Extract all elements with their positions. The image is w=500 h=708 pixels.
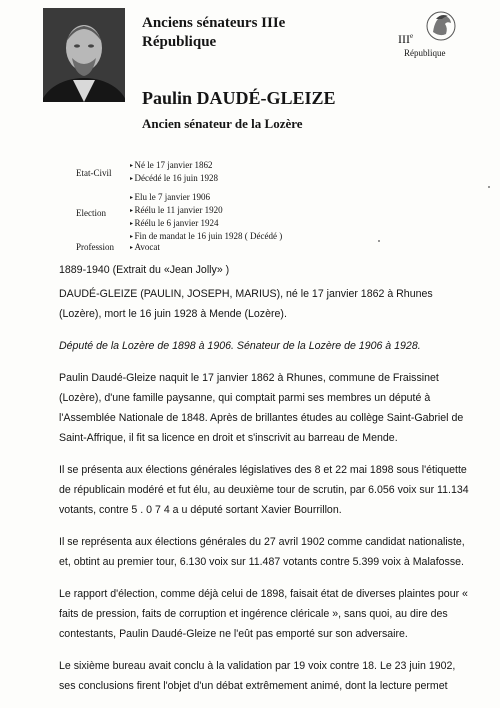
scan-speck [488, 186, 490, 188]
biography-paragraph: Le rapport d'élection, comme déjà celui de 1898, faisait état de diverses plaintes pour « faits de pression, faits de corruption et ingérence cléricale », sans quoi, au dire des contestants, Paulin Daudé-Gleize ne l'eût pas emporté sur son adversaire. [59, 588, 468, 640]
list-item: ▸ Décédé le 16 juin 1928 [130, 173, 218, 186]
biography-text [59, 260, 469, 708]
scan-speck [378, 240, 380, 242]
section-title: Anciens sénateurs IIIe [142, 15, 286, 31]
list-item: ▸ Elu le 7 janvier 1906 [130, 192, 282, 205]
senator-portrait [43, 8, 125, 102]
profession-list [130, 242, 160, 255]
list-item: ▸ Réélu le 11 janvier 1920 [130, 205, 282, 218]
biography-paragraph: Il se présenta aux élections générales législatives des 8 et 22 mai 1898 sous l'étiquette de républicain modéré et fut élu, au deuxième tour de scrutin, par 6.056 voix sur 11.134 votants, contre 5 . 0 7 4 a u député sortant Xavier Bourrillon. [59, 464, 469, 516]
list-item: ▸ Fin de mandat le 16 juin 1928 ( Décédé ) [130, 231, 282, 244]
info-label-profession: Profession [76, 242, 114, 252]
logo-roman-numeral [398, 32, 413, 47]
section-title-line2: République [142, 34, 217, 50]
list-item: ▸ Réélu le 6 janvier 1924 [130, 218, 282, 231]
logo-roman: III [398, 32, 410, 46]
republique-logo [396, 10, 468, 64]
mandates-line: Député de la Lozère de 1898 à 1906. Sénateur de la Lozère de 1906 à 1928. [59, 340, 421, 352]
logo-republique-label: République [404, 48, 446, 58]
marianne-seal-icon [426, 10, 456, 44]
identity-paragraph: DAUDÉ-GLEIZE (PAULIN, JOSEPH, MARIUS), né le 17 janvier 1862 à Rhunes (Lozère), mort le 16 juin 1928 à Mende (Lozère). [59, 288, 433, 320]
list-item: ▸ Avocat [130, 242, 160, 255]
logo-superscript: e [410, 32, 414, 40]
info-label-etat-civil: Etat-Civil [76, 168, 112, 178]
info-label-election: Election [76, 208, 106, 218]
list-item: ▸ Né le 17 janvier 1862 [130, 160, 218, 173]
title-block [142, 14, 392, 52]
biography-paragraph: Il se représenta aux élections générales du 27 avril 1902 comme candidat nationaliste, et, obtint au premier tour, 6.130 voix sur 11.487 votants contre 5.399 voix à Malafosse. [59, 536, 465, 568]
etat-civil-list [130, 160, 218, 186]
biography-paragraph: Le sixième bureau avait conclu à la validation par 19 voix contre 18. Le 23 juin 1902, ses conclusions firent l'objet d'un débat extrêmement animé, dont la lecture permet [59, 660, 456, 692]
biography-paragraph: Paulin Daudé-Gleize naquit le 17 janvier 1862 à Rhunes, commune de Fraissinet (Lozère), d'une famille paysanne, qui comptait parmi ses membres un député à l'Assemblée Nationale de 1848. Après de brillantes études au collège Saint-Gabriel de Saint-Affrique, il fit sa licence en droit et s'inscrivit au barreau de Mende. [59, 372, 464, 444]
senator-name: Paulin DAUDÉ-GLEIZE [142, 88, 336, 108]
senator-role: Ancien sénateur de la Lozère [142, 116, 303, 131]
election-list [130, 192, 282, 244]
source-line: 1889-1940 (Extrait du «Jean Jolly» ) [59, 264, 230, 276]
